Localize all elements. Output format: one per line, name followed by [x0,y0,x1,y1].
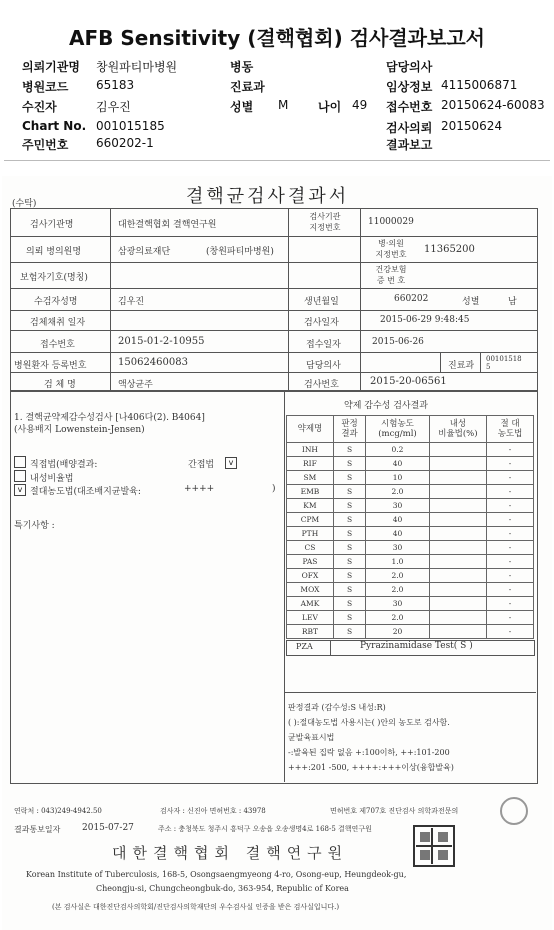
grid-rule [10,262,537,263]
report-date-value: 2015-07-27 [82,823,134,833]
cell-drug: SM [287,471,334,485]
grid-rule [10,352,537,353]
grid-rule [360,208,361,391]
request-date-value: 20150624 [441,119,503,133]
susceptibility-row [287,471,534,485]
sheet-dept-label: 진료과 [448,361,475,371]
cell-absolute: - [487,513,534,527]
cell-concentration: 20 [366,625,430,639]
footer-address: 주소 : 충청북도 청주시 흥덕구 오송읍 오송생명4로 168-5 결핵연구원 [158,825,372,833]
susceptibility-row [287,527,534,541]
collect-date-label: 검체채취 일자 [30,318,86,328]
susceptibility-title: 약제 감수성 검사결과 [344,401,428,411]
specimen-value: 액상균주 [118,380,153,390]
legend-line-5: +++:201 -500, ++++:+++이상(융합발육) [288,763,454,772]
cell-drug: CPM [287,513,334,527]
footer-contact: 연락처 : 043)249-4942.50 [14,807,102,815]
cell-absolute: - [487,485,534,499]
cell-concentration: 40 [366,457,430,471]
direct-method-checkbox [14,456,26,468]
cell-ratio [429,597,486,611]
cell-concentration: 2.0 [366,583,430,597]
cell-drug: OFX [287,569,334,583]
cell-absolute: - [487,471,534,485]
col-ratio: 내성 비율법(%) [429,416,486,443]
footer-examiner: 검사자 : 신진아 면허번호 : 43978 [160,807,266,815]
cell-result: S [333,583,365,597]
birth-value: 660202 [394,294,429,304]
doctor-seal [500,797,528,825]
susceptibility-row [287,485,534,499]
absolute-close-paren: ) [272,484,276,494]
hospital-code-value: 65183 [96,78,135,92]
cell-absolute: - [487,541,534,555]
sheet-dept-value: 001015185 [486,355,522,371]
doctor-label: 담당의사 [386,60,433,74]
resistance-ratio-checkbox [14,470,26,482]
age-label: 나이 [318,100,342,114]
test-line-1: 1. 결핵균약제감수성검사 [나406다(2). B4064] [14,413,205,423]
birth-label: 생년월일 [304,297,339,307]
pza-label: PZA [296,642,313,651]
clinical-info-label: 임상정보 [386,80,433,94]
dept-label: 진료과 [230,80,265,94]
absolute-conc-checkbox: v [14,484,26,496]
remarks-label: 특기사항 : [14,521,55,531]
grid-rule [110,208,111,391]
exam-org-value: 대한결핵협회 결핵연구원 [118,220,217,230]
susceptibility-row [287,541,534,555]
cell-ratio [429,499,486,513]
susceptibility-row [287,611,534,625]
susceptibility-row [287,597,534,611]
cell-ratio [429,485,486,499]
susceptibility-row [287,443,534,457]
accept-date-label: 접수일자 [306,340,341,350]
hosp-patient-value: 15062460083 [118,357,188,368]
cell-ratio [429,527,486,541]
susceptibility-row [287,499,534,513]
req-hosp-value: 삼광의료재단 [118,247,171,257]
cell-drug: INH [287,443,334,457]
cell-concentration: 30 [366,541,430,555]
resistance-ratio-label: 내성비율법 [30,474,74,484]
cell-drug: LEV [287,611,334,625]
exam-date-label: 검사일자 [304,318,339,328]
cell-drug: RBT [287,625,334,639]
cell-result: S [333,513,365,527]
cell-ratio [429,541,486,555]
request-date-label: 검사의뢰 [386,121,433,135]
institution-value: 창원파티마병원 [96,60,178,74]
report-label: 결과보고 [386,138,433,152]
cell-ratio [429,569,486,583]
exam-no-label: 검사번호 [304,380,339,390]
header-divider [4,160,550,161]
grid-rule [480,352,481,372]
cell-concentration: 10 [366,471,430,485]
cell-result: S [333,443,365,457]
institute-seal [412,824,456,868]
cell-ratio [429,555,486,569]
sheet-sex-value: 남 [508,297,517,307]
footer-license: 면허번호 제707호 진단검사 의학과전문의 [330,807,459,815]
footer-certification: (본 검사실은 대한진단검사의학회/진단검사의학재단의 우수검사실 인증을 받은 검사실입니다.) [52,903,340,911]
susceptibility-row [287,513,534,527]
specimen-label: 검 체 명 [44,380,76,390]
legend-line-3: 균발육표시법 [288,733,335,742]
cell-ratio [429,471,486,485]
cell-drug: CS [287,541,334,555]
hospital-code-label: 병원코드 [22,80,69,94]
cell-ratio [429,443,486,457]
institution-label: 의뢰기관명 [22,60,80,74]
cell-result: S [333,541,365,555]
sex-value: M [278,98,289,112]
req-code-label: 병·의원 지정번호 [375,239,407,259]
cell-absolute: - [487,443,534,457]
pza-divider [330,640,331,655]
cell-concentration: 2.0 [366,485,430,499]
req-hosp-label: 의뢰 병의원명 [26,247,82,257]
exam-org-label: 검사기관명 [30,220,74,230]
sheet-title: 결핵균검사결과서 [186,186,350,207]
cell-absolute: - [487,527,534,541]
susceptibility-row [287,583,534,597]
indirect-method-checkbox: v [225,457,237,469]
exam-date-value: 2015-06-29 9:48:45 [380,315,470,325]
age-value: 49 [352,98,368,112]
header-row-1 [22,58,80,75]
cell-absolute: - [487,555,534,569]
cell-drug: KM [287,499,334,513]
direct-method-label: 직접법(배양결과: [30,460,98,470]
hosp-patient-label: 병원환자 등록번호 [14,361,87,371]
cell-result: S [333,471,365,485]
absolute-conc-label: 절대농도법(대조배지균발육: [30,487,141,497]
legend-line-1: 판정결과 (감수성:S 내성:R) [288,703,386,712]
cell-concentration: 0.2 [366,443,430,457]
legend-divider [284,692,536,693]
sheet-corner-label: (수탁) [12,199,37,209]
receipt-no-label: 접수번호 [386,100,433,114]
absolute-growth: ++++ [184,484,215,494]
sex-label: 성별 [230,100,254,114]
grid-rule [10,330,537,331]
susceptibility-row [287,625,534,639]
col-result: 판정 결과 [333,416,365,443]
grid-rule [10,288,537,289]
cell-result: S [333,611,365,625]
report-title: AFB Sensitivity (결핵협회) 검사결과보고서 [69,26,485,50]
susceptibility-row [287,569,534,583]
accept-date-value: 2015-06-26 [372,337,424,347]
col-concentration: 시험농도 (mcg/ml) [366,416,430,443]
cell-absolute: - [487,569,534,583]
exam-org-code-label: 검사기관 지정번호 [309,212,341,232]
cell-drug: RIF [287,457,334,471]
cell-result: S [333,597,365,611]
resident-no-label: 주민번호 [22,138,69,152]
cell-concentration: 2.0 [366,569,430,583]
susceptibility-row [287,555,534,569]
exam-no-value: 2015-20-06561 [370,376,447,387]
test-line-2: (사용배지 Lowenstein-Jensen) [14,425,145,435]
susceptibility-table [286,415,534,639]
sheet-sex-label: 성별 [462,297,480,307]
legend-line-4: -:발육된 집락 없음 +:100이하, ++:101-200 [288,748,450,757]
footer-org-name: 대한결핵협회 결핵연구원 [112,844,349,862]
resident-no-value: 660202-1 [96,136,154,150]
cell-ratio [429,513,486,527]
susceptibility-row [287,457,534,471]
report-date-label: 결과통보일자 [14,825,61,834]
col-drug: 약제명 [287,416,334,443]
accession-value: 2015-01-2-10955 [118,336,205,347]
insurer-label: 보험자기호(명칭) [20,273,88,283]
indirect-method-label: 간접법 [188,460,215,470]
cell-concentration: 1.0 [366,555,430,569]
collector-value: 김우진 [96,100,131,114]
cell-concentration: 30 [366,499,430,513]
cell-concentration: 40 [366,513,430,527]
clinical-info-value: 4115006871 [441,78,518,92]
cell-result: S [333,555,365,569]
cell-drug: MOX [287,583,334,597]
chart-no-label: Chart No. [22,119,87,133]
footer-en-line-1: Korean Institute of Tuberculosis, 168-5, Osongsaengmyeong 4-ro, Osong-eup, Heungdeok-gu, [26,870,407,879]
cell-result: S [333,527,365,541]
susceptibility-header-row [287,416,534,443]
cell-absolute: - [487,583,534,597]
cell-concentration: 40 [366,527,430,541]
footer-en-line-2: Cheongju-si, Chungcheongbuk-do, 363-954, Republic of Korea [96,884,349,893]
cell-drug: AMK [287,597,334,611]
cell-ratio [429,457,486,471]
physician-label: 담당의사 [306,361,341,371]
cell-absolute: - [487,597,534,611]
cell-absolute: - [487,611,534,625]
receipt-no-value: 20150624-60083 [441,98,545,112]
patient-name-label: 수검자성명 [34,297,78,307]
accession-label: 접수번호 [40,340,75,350]
cell-drug: EMB [287,485,334,499]
req-code-value: 11365200 [424,244,475,255]
cell-result: S [333,625,365,639]
cell-ratio [429,625,486,639]
cell-concentration: 2.0 [366,611,430,625]
cell-result: S [333,457,365,471]
result-divider [284,390,285,782]
legend-line-2: ( ):절대농도법 사용시는( )안의 농도로 검사함. [288,718,450,727]
chart-no-value: 001015185 [96,119,165,133]
cell-drug: PTH [287,527,334,541]
grid-rule [288,208,289,391]
grid-rule [10,236,537,237]
ward-label: 병동 [230,60,254,74]
cell-concentration: 30 [366,597,430,611]
cell-drug: PAS [287,555,334,569]
patient-name-value: 김우진 [118,297,145,307]
cell-ratio [429,611,486,625]
cell-result: S [333,485,365,499]
grid-rule [10,372,537,373]
cell-ratio [429,583,486,597]
cell-result: S [333,569,365,583]
collector-label: 수진자 [22,100,57,114]
cell-absolute: - [487,457,534,471]
cell-result: S [333,499,365,513]
col-absolute: 절 대 농도법 [487,416,534,443]
health-insurance-label: 건강보험 증 번 호 [375,265,407,285]
pza-value: Pyrazinamidase Test( S ) [360,641,473,651]
exam-org-code-value: 11000029 [368,217,414,227]
grid-rule [10,310,537,311]
req-hosp-paren: (창원파티마병원) [206,247,274,257]
cell-absolute: - [487,625,534,639]
grid-rule [440,352,441,372]
cell-absolute: - [487,499,534,513]
